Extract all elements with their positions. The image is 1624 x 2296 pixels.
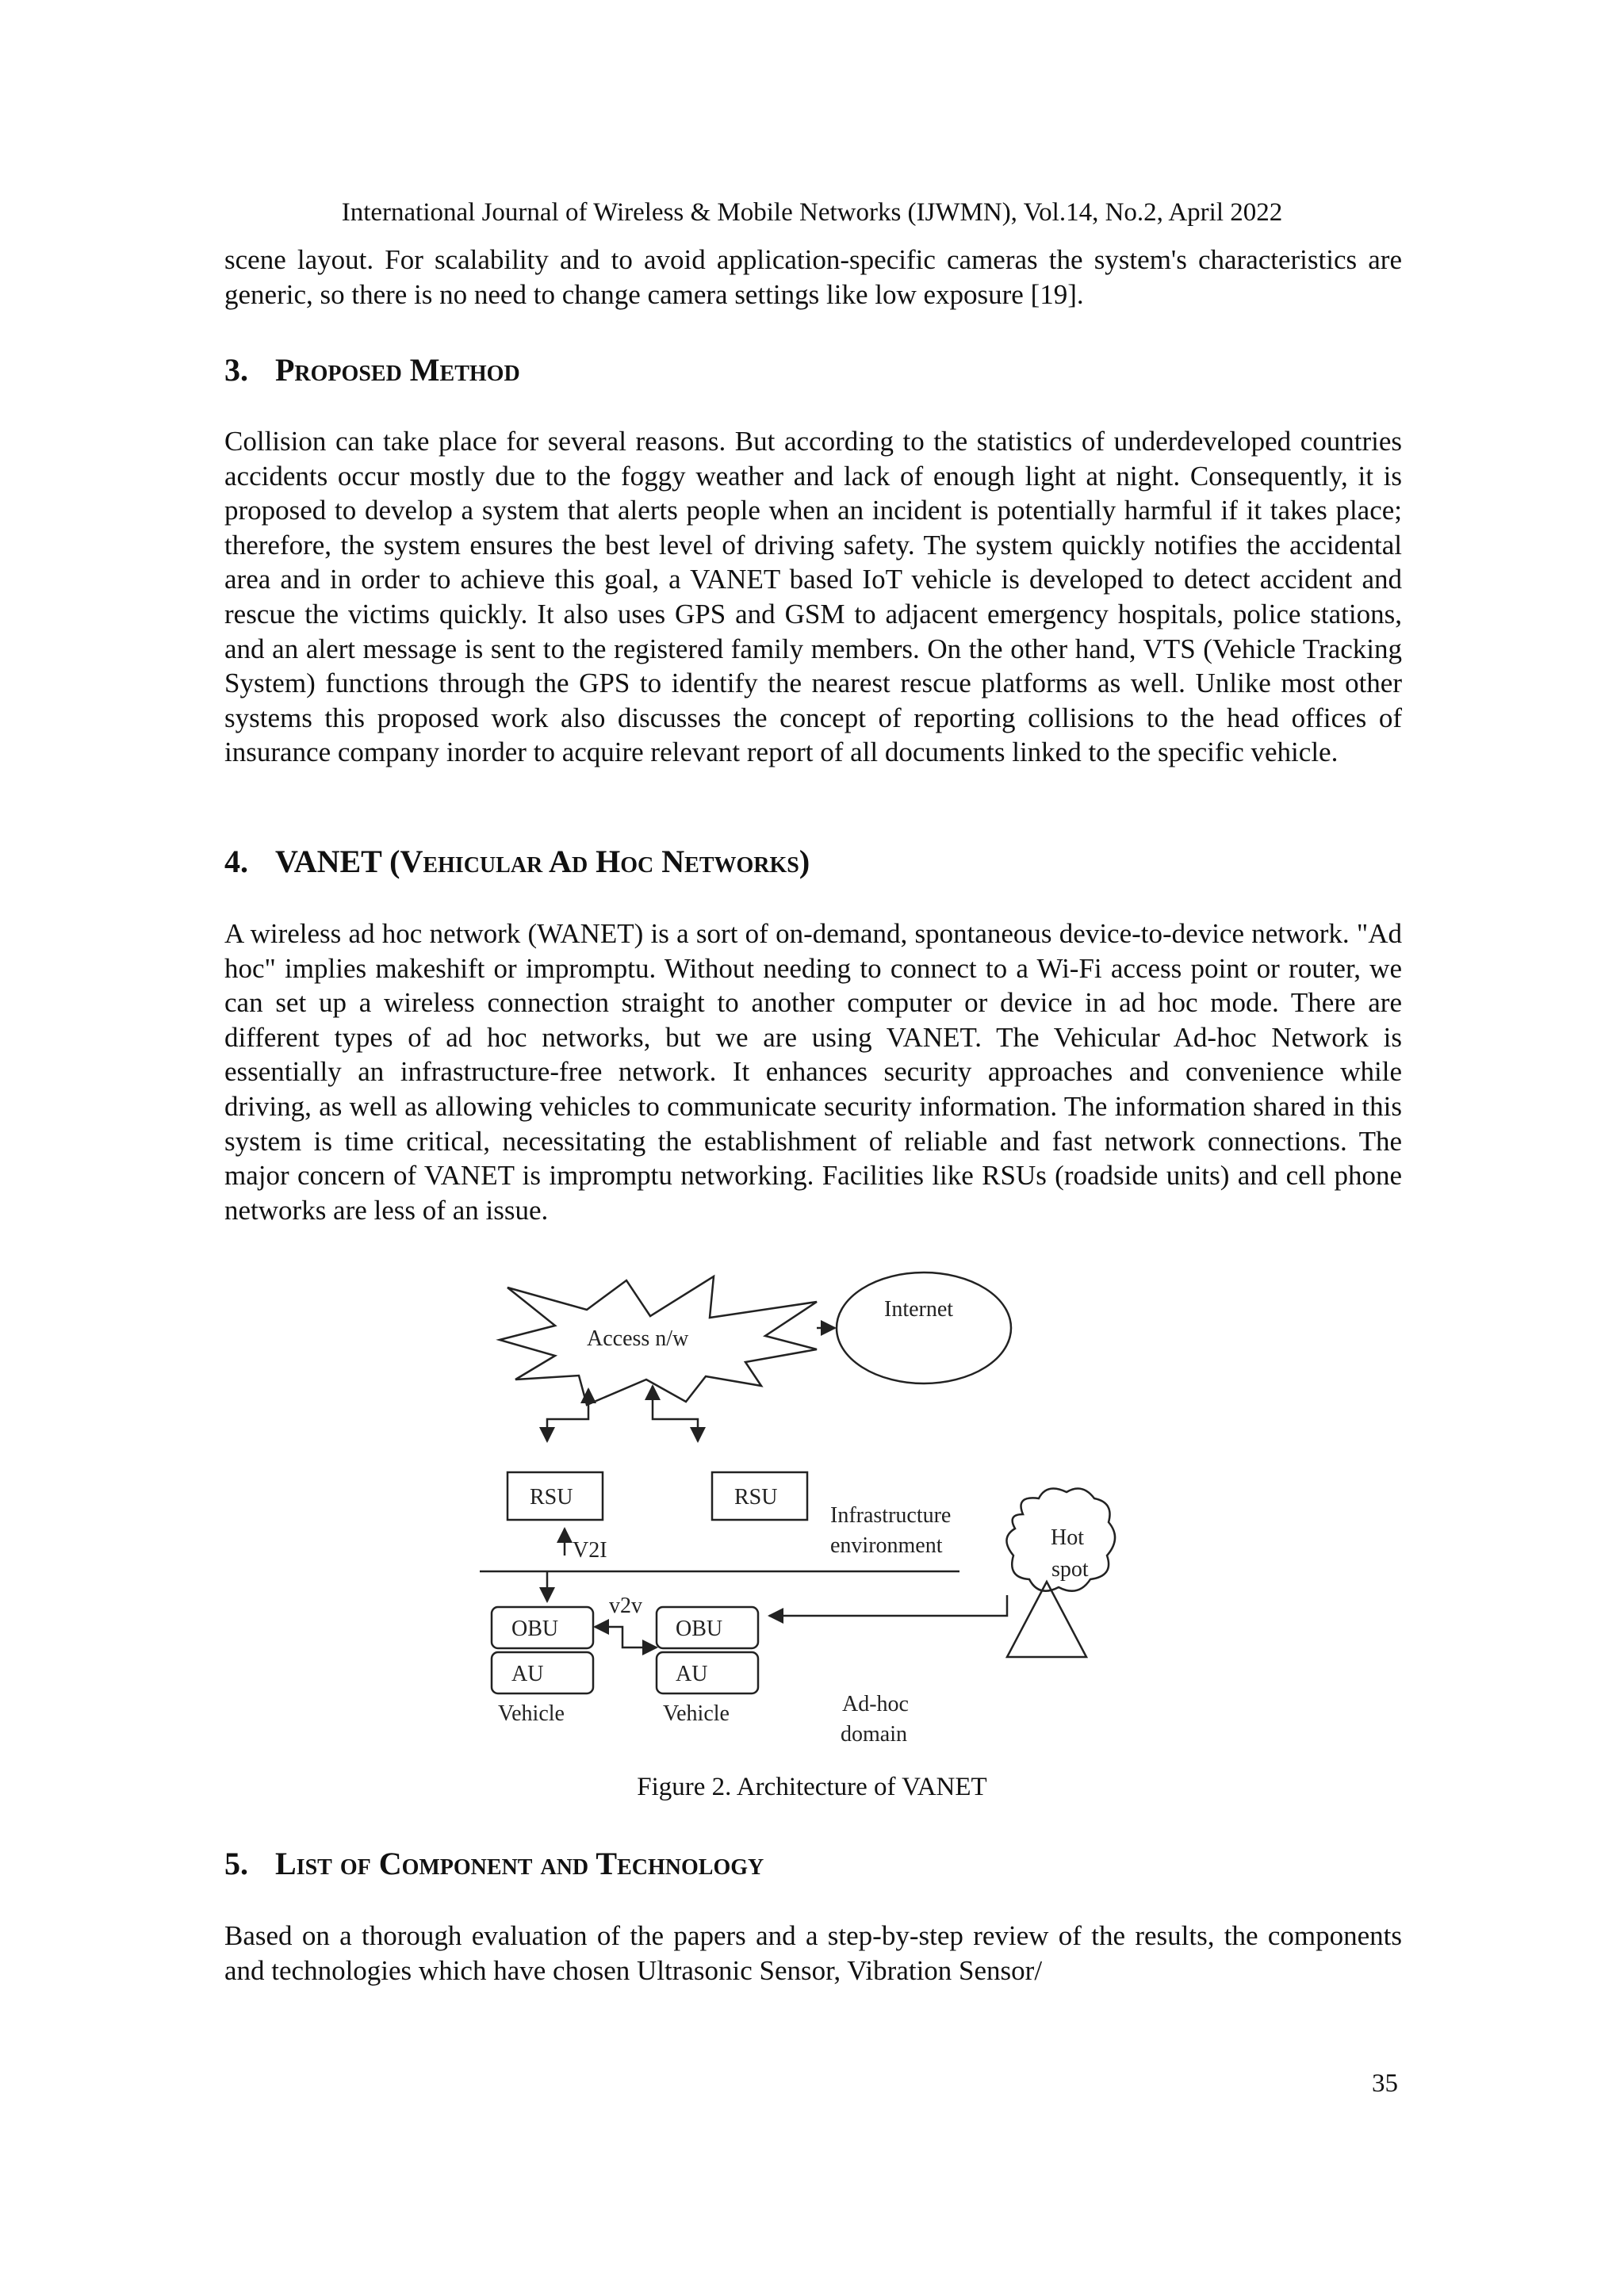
access-rsu1-connector: [547, 1389, 588, 1441]
access-network-label: Access n/w: [587, 1326, 689, 1351]
section-3-title: Proposed Method: [275, 352, 520, 388]
obu-1-label: OBU: [511, 1617, 559, 1641]
hotspot-label-line2: spot: [1051, 1557, 1089, 1582]
hotspot-obu-connector: [769, 1595, 1007, 1616]
section-5-number: 5.: [224, 1846, 248, 1881]
infrastructure-label-line2: environment: [830, 1533, 943, 1558]
au-1-label: AU: [511, 1662, 544, 1686]
section-4-body: A wireless ad hoc network (WANET) is a sort of on-demand, spontaneous device-to-device network. "Ad hoc" implies makeshift or impromptu. Without needing to connect to a Wi-Fi access point or router, we can set up a wireless connection straight to another computer or device in ad hoc mode. There are different types of ad hoc networks, but we are using VANET. The Vehicular Ad-hoc Network is essentially an infrastructure-free network. It enhances security approaches and convenience while driving, as well as allowing vehicles to communicate security information. The information shared in this system is time critical, necessitating the establishment of reliable and fast network connections. The major concern of VANET is impromptu networking. Facilities like RSUs (roadside units) and cell phone networks are less of an issue.: [224, 918, 1402, 1226]
section-5-body: Based on a thorough evaluation of the papers and a step-by-step review of the results, the components and technologies which have chosen Ultrasonic Sensor, Vibration Sensor/: [224, 1920, 1402, 1986]
section-3-heading: [224, 350, 520, 390]
adhoc-label-line1: Ad-hoc: [842, 1692, 909, 1716]
section-4-title-rest: Vehicular Ad Hoc Networks): [400, 844, 810, 879]
section-3-body: Collision can take place for several reasons. But according to the statistics of underdeveloped countries accidents occur mostly due to the foggy weather and lack of enough light at night. Consequently, it is proposed to develop a system that alerts people when an incident is potentially harmful if it takes place; therefore, the system ensures the best level of driving safety. The system quickly notifies the accidental area and in order to achieve this goal, a VANET based IoT vehicle is developed to detect accident and rescue the victims quickly. It also uses GPS and GSM to adjacent emergency hospitals, police stations, and an alert message is sent to the registered family members. On the other hand, VTS (Vehicle Tracking System) functions through the GPS to identify the nearest rescue platforms as well. Unlike most other systems this proposed work also discusses the concept of reporting collisions to the head offices of insurance company inorder to acquire relevant report of all documents linked to the specific vehicle.: [224, 426, 1402, 768]
vehicle-1-label: Vehicle: [498, 1701, 565, 1726]
figure-caption: Figure 2. Architecture of VANET: [637, 1773, 987, 1801]
vehicle-2-label: Vehicle: [663, 1701, 730, 1726]
rsu-1-label: RSU: [530, 1485, 573, 1510]
page-number: 35: [1372, 2069, 1398, 2098]
hotspot-label-line1: Hot: [1051, 1525, 1084, 1550]
au-2-label: AU: [676, 1662, 708, 1686]
section-3-number: 3.: [224, 352, 248, 388]
obu-2-label: OBU: [676, 1617, 723, 1641]
vanet-diagram: [468, 1261, 1182, 1768]
section-5-title: List of Component and Technology: [275, 1846, 764, 1881]
section-4-number: 4.: [224, 844, 248, 879]
section-4-title-lead: VANET (: [275, 844, 400, 879]
section-4-heading: [224, 842, 810, 882]
infrastructure-label-line1: Infrastructure: [830, 1503, 952, 1528]
v2v-connector: [595, 1627, 657, 1647]
section-5-heading: [224, 1844, 764, 1884]
adhoc-label-line2: domain: [841, 1722, 907, 1747]
intro-paragraph: scene layout. For scalability and to avoid application-specific cameras the system's characteristics are generic, so there is no need to change camera settings like low exposure [19].: [224, 244, 1402, 310]
v2v-label: v2v: [609, 1594, 642, 1618]
rsu-2-label: RSU: [734, 1485, 778, 1510]
internet-ellipse: [837, 1272, 1011, 1383]
internet-label: Internet: [884, 1297, 954, 1322]
v2i-label: V2I: [573, 1538, 607, 1563]
running-header: International Journal of Wireless & Mobile Networks (IJWMN), Vol.14, No.2, April 2022: [341, 198, 1283, 227]
hotspot-antenna: [1007, 1582, 1086, 1657]
vanet-architecture-figure: [468, 1261, 1182, 1768]
